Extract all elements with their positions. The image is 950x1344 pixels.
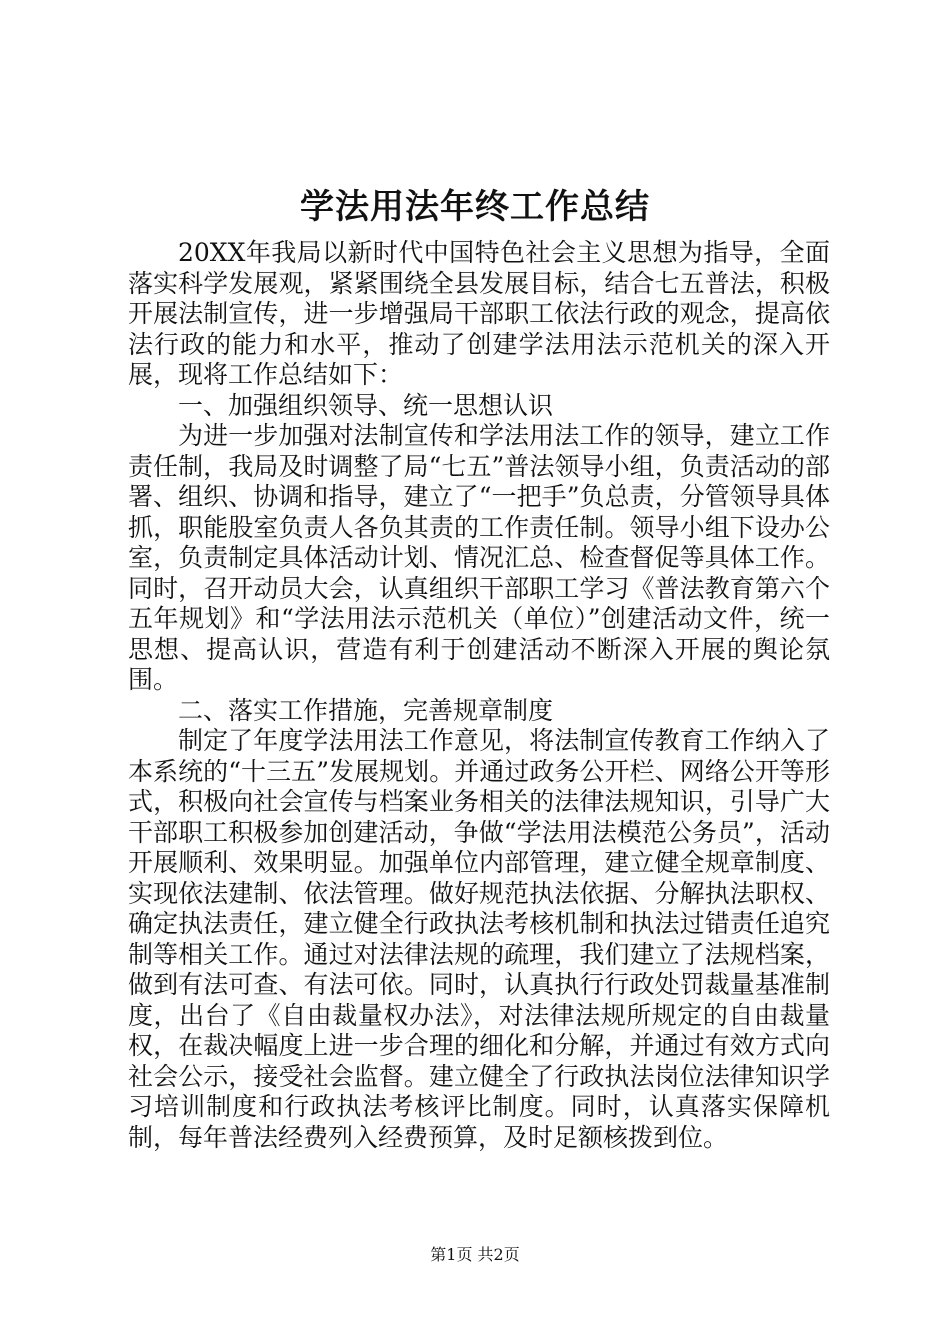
- document-body: [128, 238, 830, 1153]
- section-2-paragraph: 制定了年度学法用法工作意见，将法制宣传教育工作纳入了本系统的“十三五”发展规划。并通过政务公开栏、网络公开等形式，积极向社会宣传与档案业务相关的法律法规知识，引导广大干部职工积极参加创建活动，争做“学法用法模范公务员”，活动开展顺利、效果明显。加强单位内部管理，建立健全规章制度、实现依法建制、依法管理。做好规范执法依据、分解执法职权、确定执法责任，建立健全行政执法考核机制和执法过错责任追究制等相关工作。通过对法律法规的疏理，我们建立了法规档案，做到有法可查、有法可依。同时，认真执行行政处罚裁量基准制度，出台了《自由裁量权办法》，对法律法规所规定的自由裁量权，在裁决幅度上进一步合理的细化和分解，并通过有效方式向社会公示，接受社会监督。建立健全了行政执法岗位法律知识学习培训制度和行政执法考核评比制度。同时，认真落实保障机制，每年普法经费列入经费预算，及时足额核拨到位。: [128, 726, 830, 1152]
- section-1-paragraph: 为进一步加强对法制宣传和学法用法工作的领导，建立工作责任制，我局及时调整了局“七五”普法领导小组，负责活动的部署、组织、协调和指导，建立了“一把手”负总责，分管领导具体抓，职能股室负责人各负其责的工作责任制。领导小组下设办公室，负责制定具体活动计划、情况汇总、检查督促等具体工作。同时，召开动员大会，认真组织干部职工学习《普法教育第六个五年规划》和“学法用法示范机关（单位）”创建活动文件，统一思想、提高认识，营造有利于创建活动不断深入开展的舆论氛围。: [128, 421, 830, 694]
- document-title: 学法用法年终工作总结: [300, 187, 650, 227]
- intro-paragraph: 20XX年我局以新时代中国特色社会主义思想为指导，全面落实科学发展观，紧紧围绕全县发展目标，结合七五普法，积极开展法制宣传，进一步增强局干部职工依法行政的观念，提高依法行政的能力和水平，推动了创建学法用法示范机关的深入开展，现将工作总结如下：: [128, 238, 830, 389]
- section-heading-1: 一、加强组织领导、统一思想认识: [178, 390, 554, 420]
- section-heading-2: 二、落实工作措施，完善规章制度: [178, 695, 554, 725]
- page-number-footer: 第1页 共2页: [430, 1245, 520, 1264]
